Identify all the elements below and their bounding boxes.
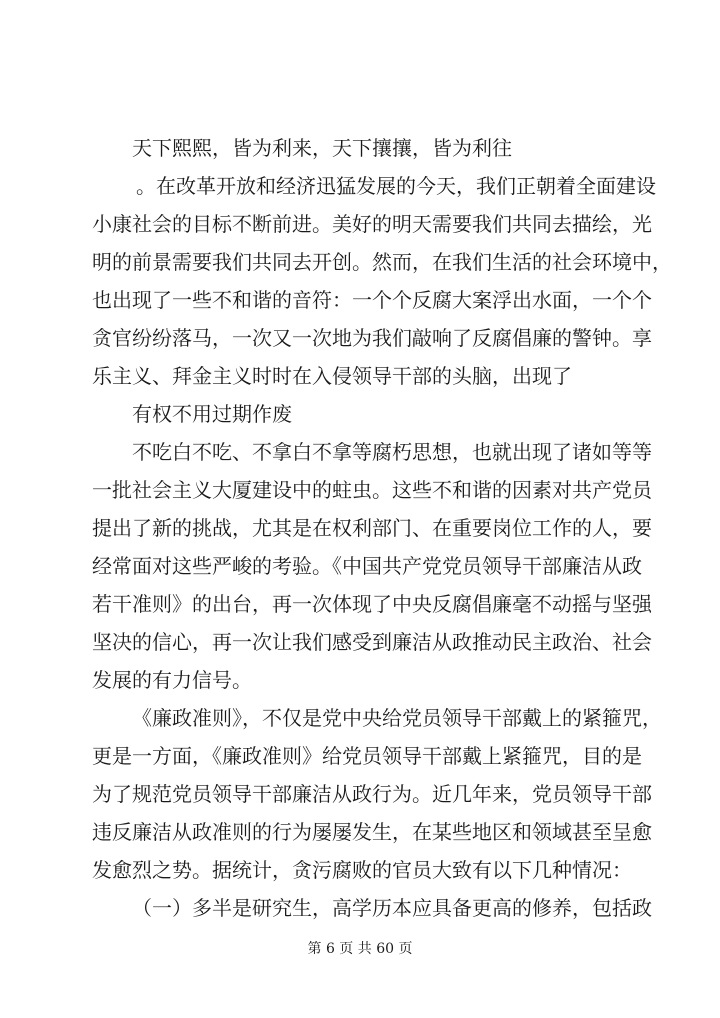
text-line-12: 经常面对这些严峻的考验。《中国共产党党员领导干部廉洁从政 <box>92 554 642 578</box>
text-line-6: 贪官纷纷落马，一次又一次地为我们敲响了反腐倡廉的警钟。享 <box>92 326 652 350</box>
text-line-17: 更是一方面，《廉政准则》给党员领导干部戴上紧箍咒，目的是 <box>92 744 642 768</box>
text-line-19: 违反廉洁从政准则的行为屡屡发生，在某些地区和领域甚至呈愈 <box>92 820 652 844</box>
text-line-11: 提出了新的挑战，尤其是在权利部门、在重要岗位工作的人，要 <box>92 516 652 540</box>
text-line-14: 坚决的信心，再一次让我们感受到廉洁从政推动民主政治、社会 <box>92 630 652 654</box>
text-line-5: 也出现了一些不和谐的音符：一个个反腐大案浮出水面，一个个 <box>92 288 652 312</box>
text-line-15: 发展的有力信号。 <box>92 668 252 692</box>
text-line-7: 乐主义、拜金主义时时在入侵领导干部的头脑，出现了 <box>92 364 572 388</box>
text-line-10: 一批社会主义大厦建设中的蛀虫。这些不和谐的因素对共产党员 <box>92 478 652 502</box>
text-line-8: 有权不用过期作废 <box>132 402 292 426</box>
text-line-3: 小康社会的目标不断前进。美好的明天需要我们共同去描绘，光 <box>92 212 652 236</box>
page-number-footer: 第 6 页 共 60 页 <box>307 941 413 957</box>
text-line-9: 不吃白不吃、不拿白不拿等腐朽思想，也就出现了诸如等等 <box>132 440 652 464</box>
text-line-18: 为了规范党员领导干部廉洁从政行为。近几年来，党员领导干部 <box>92 782 652 806</box>
text-line-4: 明的前景需要我们共同去开创。然而，在我们生活的社会环境中， <box>92 250 672 274</box>
text-line-21: （一）多半是研究生，高学历本应具备更高的修养，包括政 <box>132 896 652 920</box>
text-line-16: 《廉政准则》，不仅是党中央给党员领导干部戴上的紧箍咒， <box>132 706 662 730</box>
text-line-20: 发愈烈之势。据统计，贪污腐败的官员大致有以下几种情况： <box>92 858 632 882</box>
text-line-2: 。在改革开放和经济迅猛发展的今天，我们正朝着全面建设 <box>136 174 656 198</box>
text-line-1: 天下熙熙，皆为利来，天下攘攘，皆为利往 <box>132 136 512 160</box>
text-line-13: 若干准则》的出台，再一次体现了中央反腐倡廉毫不动摇与坚强 <box>92 592 652 616</box>
